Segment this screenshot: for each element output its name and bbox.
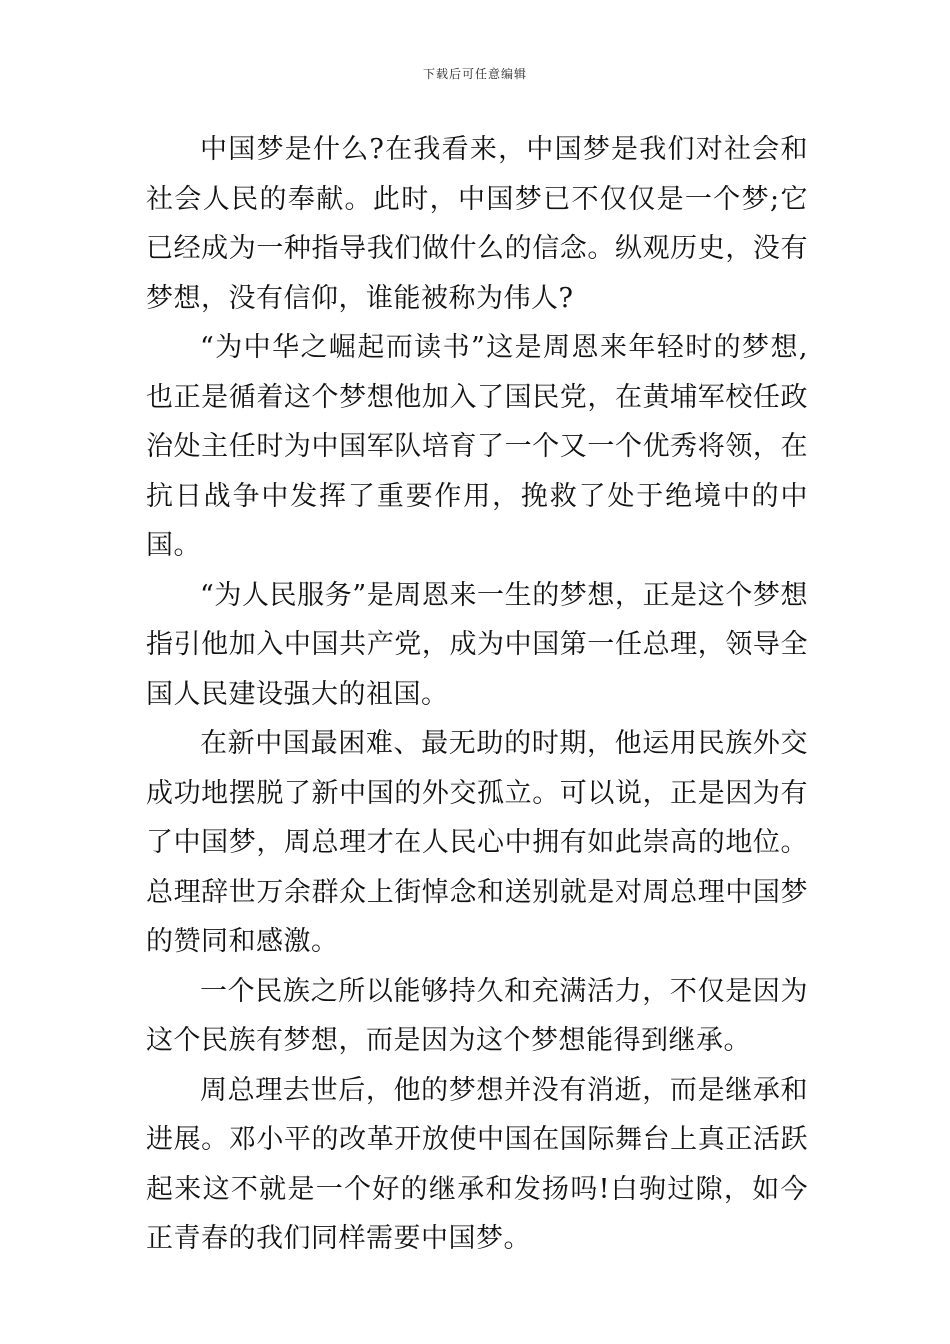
- paragraph: “为中华之崛起而读书”这是周恩来年轻时的梦想,也正是循着这个梦想他加入了国民党，在黄埔军校任政治处主任时为中国军队培育了一个又一个优秀将领，在抗日战争中发挥了重要作用，挽救了处于绝境中的中国。: [146, 332, 808, 561]
- paragraph: 在新中国最困难、最无助的时期，他运用民族外交成功地摆脱了新中国的外交孤立。可以说，正是因为有了中国梦，周总理才在人民心中拥有如此崇高的地位。总理辞世万余群众上街悼念和送别就是对周总理中国梦的赞同和感激。: [146, 728, 808, 957]
- paragraph: “为人民服务”是周恩来一生的梦想，正是这个梦想指引他加入中国共产党，成为中国第一任总理，领导全国人民建设强大的祖国。: [146, 579, 808, 710]
- header-note: 下载后可任意编辑: [422, 67, 527, 81]
- paragraph: 周总理去世后，他的梦想并没有消逝，而是继承和进展。邓小平的改革开放使中国在国际舞台上真正活跃起来这不就是一个好的继承和发扬吗!白驹过隙，如今正青春的我们同样需要中国梦。: [146, 1074, 808, 1254]
- paragraph: 中国梦是什么?在我看来，中国梦是我们对社会和社会人民的奉献。此时，中国梦已不仅仅是一个梦;它已经成为一种指导我们做什么的信念。纵观历史，没有梦想，没有信仰，谁能被称为伟人?: [146, 134, 808, 314]
- paragraph: 一个民族之所以能够持久和充满活力，不仅是因为这个民族有梦想，而是因为这个梦想能得到继承。: [146, 975, 808, 1056]
- document-body: [146, 125, 808, 1264]
